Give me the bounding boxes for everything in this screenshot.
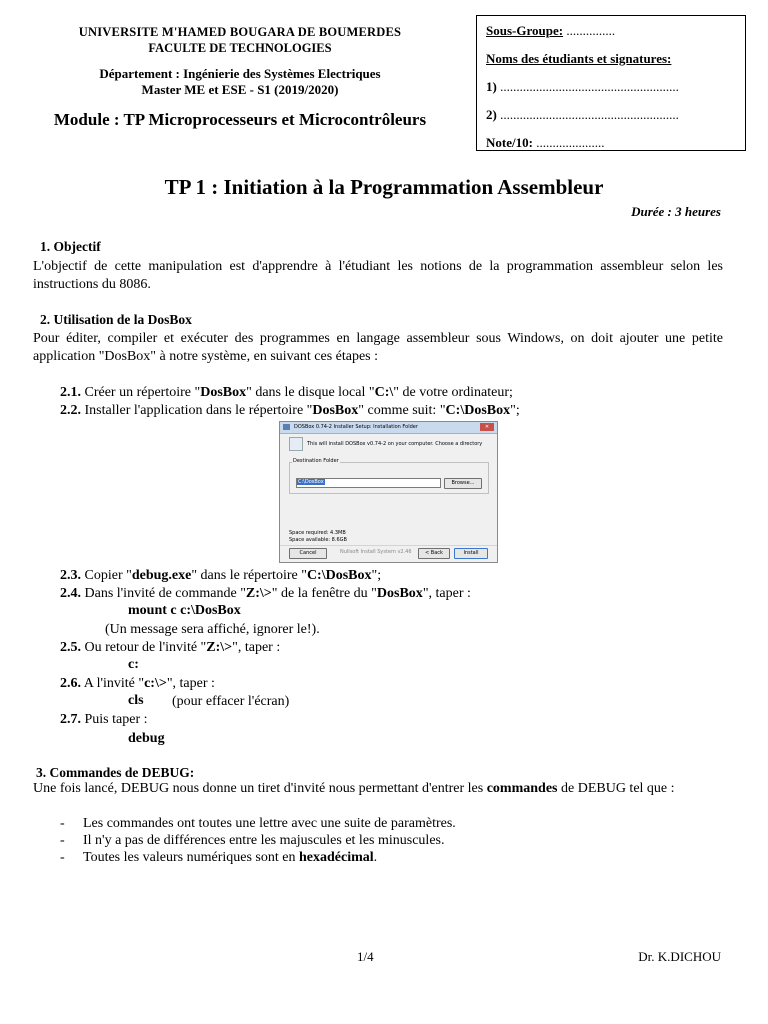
browse-button: Browse... [444,478,482,489]
command-cls: cls [128,693,144,708]
faculty-name: FACULTE DE TECHNOLOGIES [148,41,332,55]
student-1-number: 1) [486,79,497,94]
section-2-text: Pour éditer, compiler et exécuter des programmes en langage assembleur sous Windows, on doit ajouter une petite application "DosBox" à notre système, en suivant ces étapes : [33,331,723,364]
command-c: c: [128,657,139,672]
step-2-3: 2.3. Copier "debug.exe" dans le répertoire "C:\DosBox"; [60,568,382,583]
list-item: - Il n'y a pas de différences entre les majuscules et les minuscules. [60,833,445,848]
student-info-box [476,15,746,151]
destination-label: Destination Folder [293,458,339,464]
command-cls-note: (pour effacer l'écran) [172,694,290,709]
note-label: Note/10: [486,135,533,150]
dialog-message: This will install DOSBox v0.74-2 on your computer. Choose a directory [307,441,483,447]
installer-icon [289,437,303,451]
students-label: Noms des étudiants et signatures: [486,51,672,66]
step-2-1: 2.1. Créer un répertoire "DosBox" dans le disque local "C:\" de votre ordinateur; [60,385,513,400]
university-name: UNIVERSITE M'HAMED BOUGARA DE BOUMERDES [78,25,402,39]
dialog-title: DOSBox 0.74-2 Installer Setup: Installation Folder [294,424,418,430]
list-item: - Toutes les valeurs numériques sont en hexadécimal. [60,850,378,865]
command-debug: debug [128,731,165,746]
nullsoft-label: Nullsoft Install System v2.46 [340,549,412,555]
cancel-button: Cancel [289,548,327,559]
section-1-text: L'objectif de cette manipulation est d'apprendre à l'étudiant les notions de la programmation assembleur selon les instructions du 8086. [33,259,723,292]
step-2-4: 2.4. Dans l'invité de commande "Z:\>" de la fenêtre du "DosBox", taper : [60,586,471,601]
step-2-6: 2.6. A l'invité "c:\>", taper : [60,676,215,691]
department-name: Département : Ingénierie des Systèmes Electriques [99,66,381,81]
close-icon: ✕ [480,423,494,431]
student-1-field: ....................................................... [496,79,679,94]
command-mount: mount c c:\DosBox [128,603,241,618]
note-field: ..................... [532,135,605,150]
section-1-heading: 1. Objectif [40,239,101,254]
space-available: Space available: 8.6GB [289,537,347,543]
step-2-5: 2.5. Ou retour de l'invité "Z:\>", taper : [60,640,281,655]
space-required: Space required: 4.3MB [289,530,346,536]
page-title: TP 1 : Initiation à la Programmation Assembleur [164,175,604,199]
destination-path-input: C:\DosBox [296,478,441,488]
header-block [20,24,460,130]
duration: Durée : 3 heures [631,204,721,219]
list-item: - Les commandes ont toutes une lettre avec une suite de paramètres. [60,816,456,831]
section-2-heading: 2. Utilisation de la DosBox [40,312,192,327]
step-2-4-note: (Un message sera affiché, ignorer le!). [105,622,320,637]
student-2-field: ....................................................... [496,107,679,122]
subgroup-label: Sous-Groupe: [486,23,564,38]
step-2-2: 2.2. Installer l'application dans le répertoire "DosBox" comme suit: "C:\DosBox"; [60,403,520,418]
author-name: Dr. K.DICHOU [638,949,721,964]
page-number: 1/4 [357,949,374,964]
section-3-heading: 3. Commandes de DEBUG: [36,765,195,780]
subgroup-field: ............... [563,23,616,38]
dialog-title-bar [280,422,497,434]
installer-dialog-screenshot [279,421,498,563]
back-button: < Back [418,548,450,559]
dosbox-app-icon [283,424,290,430]
step-2-7: 2.7. Puis taper : [60,712,148,727]
install-button: Install [454,548,488,559]
master-program: Master ME et ESE - S1 (2019/2020) [141,82,339,97]
module-title: Module : TP Microprocesseurs et Microcontrôleurs [53,110,427,129]
section-3-text: Une fois lancé, DEBUG nous donne un tiret d'invité nous permettant d'entrer les commandes de DEBUG tel que : [33,781,675,796]
student-2-number: 2) [486,107,497,122]
